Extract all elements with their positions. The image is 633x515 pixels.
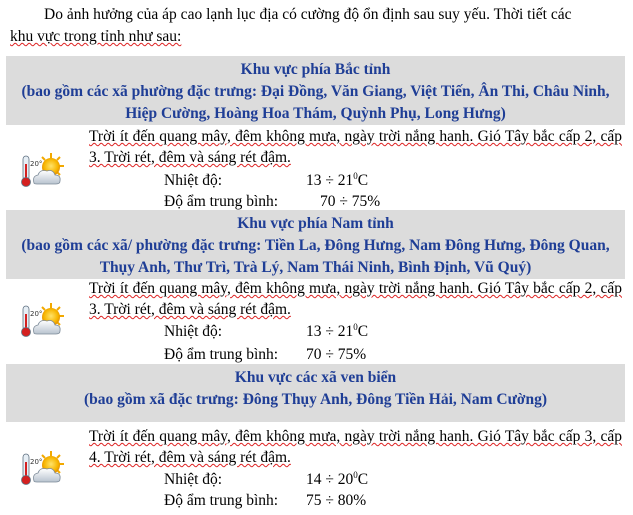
region-south-header <box>6 210 625 279</box>
humidity-label: Độ ẩm trung bình: <box>164 492 279 509</box>
region-title: Khu vực phía Bắc tỉnh <box>240 61 391 78</box>
temperature-label: Nhiệt độ: <box>164 323 223 340</box>
temperature-value: $13 \div 21^0C$ <box>306 321 369 340</box>
partly-cloudy-sun-thermometer-icon <box>20 300 66 340</box>
humidity-value: 70 ÷ 75% <box>320 193 381 210</box>
region-subtitle: (bao gồm các xã/ phường đặc trưng: Tiền La, Đông Hưng, Nam Đông Hưng, Đông Quan, Thụy Anh, Thư Trì, Trà Lý, Nam Thái Ninh, Bình Định, Vũ Quý) <box>21 237 610 276</box>
forecast-description: Trời ít đến quang mây, đêm không mưa, ngày trời nắng hanh. Gió Tây bắc cấp 3, cấp 4. Trời rét, đêm và sáng rét đậm. <box>89 428 622 466</box>
intro-line-2: khu vực trong tỉnh như sau: <box>10 28 182 45</box>
partly-cloudy-sun-thermometer-icon <box>20 150 66 190</box>
partly-cloudy-sun-thermometer-icon <box>20 448 66 488</box>
region-title: Khu vực phía Nam tỉnh <box>237 215 394 232</box>
humidity-value: 75 ÷ 80% <box>306 492 367 509</box>
region-subtitle: (bao gồm các xã phường đặc trưng: Đại Đồng, Văn Giang, Việt Tiến, Ân Thi, Châu Ninh, Hiệp Cường, Hoàng Hoa Thám, Quỳnh Phụ, Long Hưng) <box>21 83 610 122</box>
region-north-header <box>6 56 625 125</box>
temperature-value: $14 \div 20^0C$ <box>306 469 369 488</box>
humidity-label: Độ ẩm trung bình: <box>164 346 279 363</box>
region-coastal-header <box>6 364 625 422</box>
temperature-label: Nhiệt độ: <box>164 172 223 189</box>
degree-symbol: 0 <box>353 469 358 480</box>
region-south-forecast <box>0 278 633 364</box>
svg-text:20°: 20° <box>30 458 43 466</box>
region-north-forecast <box>0 124 633 210</box>
humidity-value: 70 ÷ 75% <box>306 346 367 363</box>
temperature-value: $13 \div 21^0C$ <box>306 170 369 189</box>
svg-text:20°: 20° <box>30 160 43 168</box>
degree-symbol: 0 <box>353 321 358 332</box>
svg-text:20°: 20° <box>30 310 43 318</box>
region-subtitle: (bao gồm xã đặc trưng: Đông Thụy Anh, Đông Tiền Hải, Nam Cường) <box>84 391 547 408</box>
region-title: Khu vực các xã ven biển <box>234 369 397 386</box>
forecast-description: Trời ít đến quang mây, đêm không mưa, ngày trời nắng hanh. Gió Tây bắc cấp 2, cấp 3. Trời rét, đêm và sáng rét đậm. <box>89 280 622 318</box>
intro-paragraph <box>10 4 624 48</box>
degree-symbol: 0 <box>353 170 358 181</box>
temperature-label: Nhiệt độ: <box>164 471 223 488</box>
region-coastal-forecast <box>0 424 633 512</box>
forecast-description: Trời ít đến quang mây, đêm không mưa, ngày trời nắng hanh. Gió Tây bắc cấp 2, cấp 3. Trời rét, đêm và sáng rét đậm. <box>89 128 622 166</box>
intro-line-1: Do ảnh hưởng của áp cao lạnh lục địa có cường độ ổn định sau suy yếu. Thời tiết các <box>44 6 572 23</box>
humidity-label: Độ ẩm trung bình: <box>164 193 279 210</box>
